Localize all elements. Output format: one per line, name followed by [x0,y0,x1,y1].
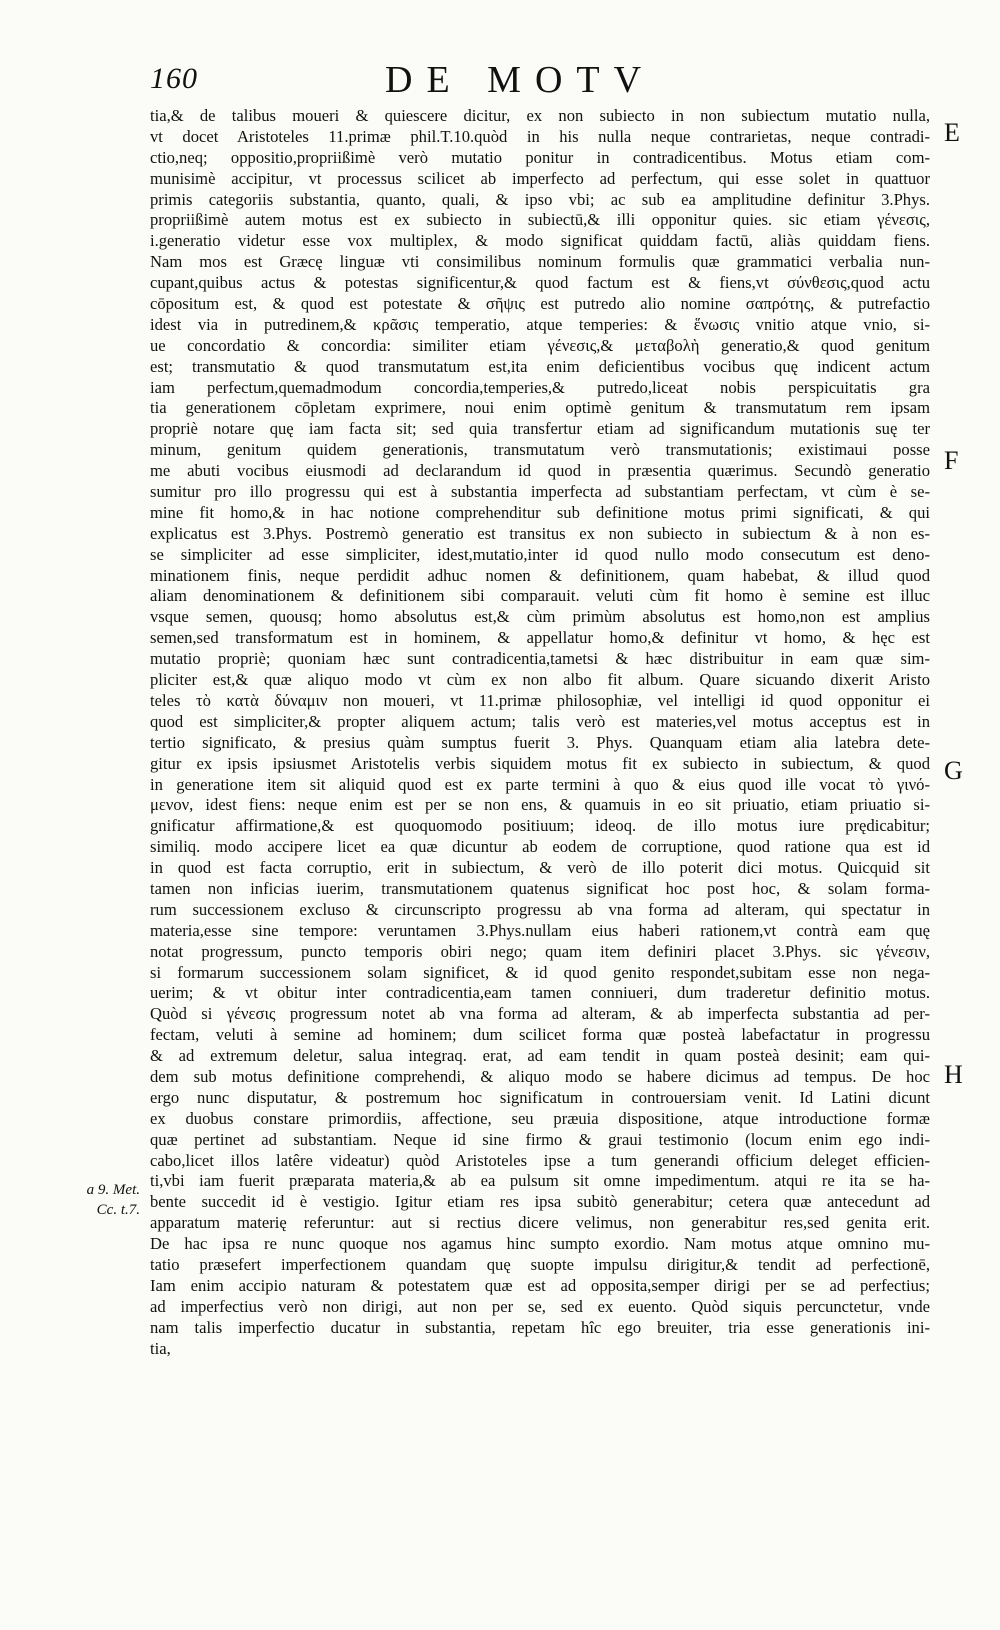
text-line: in generatione item sit aliquid quod est ex parte termini à quo & eius quod ille vocat τὸ γινό- [150,774,930,794]
text-line: uerim; & vt obitur inter contradicentia,eam tamen conniueri, dum traderetur definitio motus. [150,983,930,1003]
main-text-block [150,106,930,1359]
text-line: primis categoriis substantia, quanto, quali, & ipso vbi; ac sub ea amplitudine definitur 3.Phys. [150,189,930,209]
text-line: mutatio propriè; quoniam hæc sunt contradicentia,tametsi & hæc distribuitur in eam quæ sim- [150,649,930,669]
text-line: cupant,quibus actus & potestas significentur,& quod factum est & fiens,vt σύνθεσις,quod actu [150,273,930,293]
text-line: apparatum materię referuntur: aut si rectius dicere velimus, non generabitur res,sed genita erit. [150,1213,930,1233]
text-line: aliam denominationem & definitionem sibi comparauit. veluti cùm fit homo è semine est illuc [150,586,930,606]
text-line: Quòd si γένεσις progressum notet ab vna forma ad alteram, & ab imperfecta substantia ad per- [150,1004,930,1024]
margin-letter-g: G [944,756,963,785]
text-line: quæ pertinet ad substantiam. Neque id sine firmo & graui testimonio (locum enim ego indi- [150,1129,930,1149]
text-line: ergo nunc disputatur, & postremum hoc significatum in controuersiam venit. Id Latini dicunt [150,1087,930,1107]
text-line: ctio,neq; oppositio,propriißimè verò mutatio ponitur in contradicentibus. Motus etiam com- [150,147,930,167]
text-line: gnificatur affirmatione,& est quoquomodo positiuum; ideoq. de illo motus iure prędicabitur; [150,816,930,836]
text-line: μενον, idest fiens: neque enim est per se non ens, & quamuis in eo sit priuatio, etiam priuatio si- [150,795,930,815]
text-line: tia,& de talibus moueri & quiescere dicitur, ex non subiecto in non subiectum mutatio nulla, [150,106,930,125]
text-line: idest via in putredinem,& κρᾶσις temperatio, atque temperies: & ἕνωσις vnitio atque vnio, si- [150,314,930,334]
text-line: sumitur pro illo progressu qui est à substantia imperfecta ad substantiam perfectam, vt cùm è se- [150,482,930,502]
running-title: DE MOTV [385,59,656,101]
text-line: Iam enim accipio naturam & potestatem quæ est ad opposita,semper dirigi per se ad perfectius; [150,1275,930,1295]
text-line: ti,vbi iam fuerit præparata materia,& ab ea pulsum sit omne impedimentum. atqui re ita se ha- [150,1171,930,1191]
text-line: & ad extremum deletur, salua integraq. erat, ad eam tendit in quam posteà desinit; eam qui- [150,1046,930,1066]
text-line: tamen non inficias iuerim, transmutationem quatenus significat hoc post hoc, & solam forma- [150,878,930,898]
text-line: tertio significato, & presius quàm sumptus fuerit 3. Phys. Quanquam etiam alia latebra dete- [150,732,930,752]
margin-letter-h: H [944,1060,963,1089]
margin-letter-f: F [944,446,959,475]
text-line: si formarum successionem solam significet, & id quod genito respondet,subitam esse non nega- [150,962,930,982]
text-line: se simpliciter ad esse simpliciter, idest,mutatio,inter id quod nullo modo consecutum est deno- [150,544,930,564]
text-line: est; transmutatio & quod transmutatum est,ita enim deficientibus vocibus quę indicent actum [150,356,930,376]
text-line: i.generatio videtur esse vox multiplex, & modo significat quiddam factū, aliàs quiddam fiens. [150,231,930,251]
text-line: vsque semen, quousq; homo absolutus est,& cùm primùm absolutus est homo,non est amplius [150,607,930,627]
text-line: quod est simpliciter,& propter aliquem actum; talis verò est materies,vel motus acceptus est in [150,711,930,731]
margin-letter-e: E [944,118,960,147]
text-line: materia,esse sine tempore: veruntamen 3.Phys.nullam eius haberi rationem,vt contrà eam quę [150,920,930,940]
text-line: munisimè accipitur, vt processus scilicet ab imperfecto ad perfectum, qui esse solet in quattuor [150,168,930,188]
text-line: notat progressum, puncto temporis obiri nego; quam item definiri placet 3.Phys. sic γένεσιν, [150,941,930,961]
marginal-reference-line: Cc. t.7. [96,1202,140,1218]
text-line: ue concordatio & concordia: similiter etiam γένεσις,& μεταβολὴ generatio,& quod genitum [150,335,930,355]
text-line: in quod est facta corruptio, erit in subiectum, & verò de illo poterit dici motus. Quicquid sit [150,858,930,878]
text-line: cabo,licet illos latêre videatur) quòd Aristoteles ipse a tum generandi officium deleget efficien- [150,1150,930,1170]
text-line: semen,sed transformatum est in hominem, & appellatur homo,& definitur vt homo, & hęc est [150,628,930,648]
marginal-reference-line: a 9. Met. [86,1182,140,1198]
text-line: vt docet Aristoteles 11.primæ phil.T.10.quòd in his nulla neque contrarietas, neque contradi- [150,126,930,146]
text-line: propriè notare quę iam facta sit; sed quia transfertur etiam ad significandum mutationis suę ter [150,419,930,439]
text-line: nam talis imperfectio ducatur in substantia, repetam hîc ego breuiter, tria esse generationis ini- [150,1317,930,1337]
text-line: similiq. modo accipere licet ea quæ dicuntur ab eodem de corruptione, quod ratione qua est id [150,837,930,857]
text-line: propriißimè autem motus est ex subiecto in subiectū,& illi opponitur quies. sic etiam γένεσις, [150,210,930,230]
text-line: dem sub motus definitione comprehendi, & aliquo modo se habere dicimus ad tempus. De hoc [150,1066,930,1086]
text-line: explicatus est 3.Phys. Postremò generatio est transitus ex non subiecto in subiectum & à non es- [150,523,930,543]
text-line: ad imperfectius verò non dirigi, aut non per se, sed ex euento. Quòd siquis percunctetur, vnde [150,1296,930,1316]
text-line: bente succedit id è vestigio. Igitur etiam res ipsa subitò generabitur; cetera quæ antecedunt ad [150,1192,930,1212]
text-line: gitur ex ipsis ipsiusmet Aristotelis verbis siquidem motus fit ex subiecto in subiectum, & quod [150,753,930,773]
text-line: fectam, veluti à semine ad hominem; dum scilicet forma quæ posteà labefactatur in progressu [150,1025,930,1045]
text-line: rum successionem excluso & circunscripto progressu ab vna forma ad alteram, qui spectatur in [150,899,930,919]
text-line: ex duobus constare primordiis, affectione, seu præuia dispositione, atque introductione formæ [150,1108,930,1128]
text-line: me abuti vocibus eiusmodi ad declarandum id quod in præsentia quærimus. Secundò generatio [150,461,930,481]
text-line: tia generationem cōpletam exprimere, noui enim optimè genitum & transmutatum rem ipsam [150,398,930,418]
text-line: cōpositum est, & quod est potestate & σῆψις est putredo alio nomine σαπρότης, & putrefactio [150,294,930,314]
text-line: iam perfectum,quemadmodum concordia,temperies,& putredo,liceat nobis perspicuitatis gra [150,377,930,397]
marginal-reference [50,1180,140,1220]
text-line: tia, [150,1338,171,1358]
page-number: 160 [150,62,198,95]
text-line: minum, genitum quidem generationis, transmutatum verò transmutationis; existimaui posse [150,440,930,460]
text-line: De hac ipsa re nunc quoque nos agamus hinc sumpto exordio. Nam motus atque omnino mu- [150,1234,930,1254]
text-line: minationem finis, neque perdidit adhuc nomen & definitionem, quam habebat, & illud quod [150,565,930,585]
text-line: Nam mos est Græcę linguæ vti consimilibus nominum formulis quæ grammatici verbalia nun- [150,252,930,272]
text-line: teles τὸ κατὰ δύναμιν non moueri, vt 11.primæ philosophiæ, vel intelligi id quod opponitur ei [150,690,930,710]
page-header [150,58,750,104]
text-line: mine fit homo,& in hac notione comprehenditur sub definitione motus primi significati, & qui [150,502,930,522]
text-line: tatio præsefert imperfectionem quandam quę suopte impulsu dirigitur,& tendit ad perfectionē, [150,1254,930,1274]
text-line: pliciter est,& quæ aliquo modo vt cùm ex non albo fit album. Quare sicuando dixerit Aristo [150,670,930,690]
